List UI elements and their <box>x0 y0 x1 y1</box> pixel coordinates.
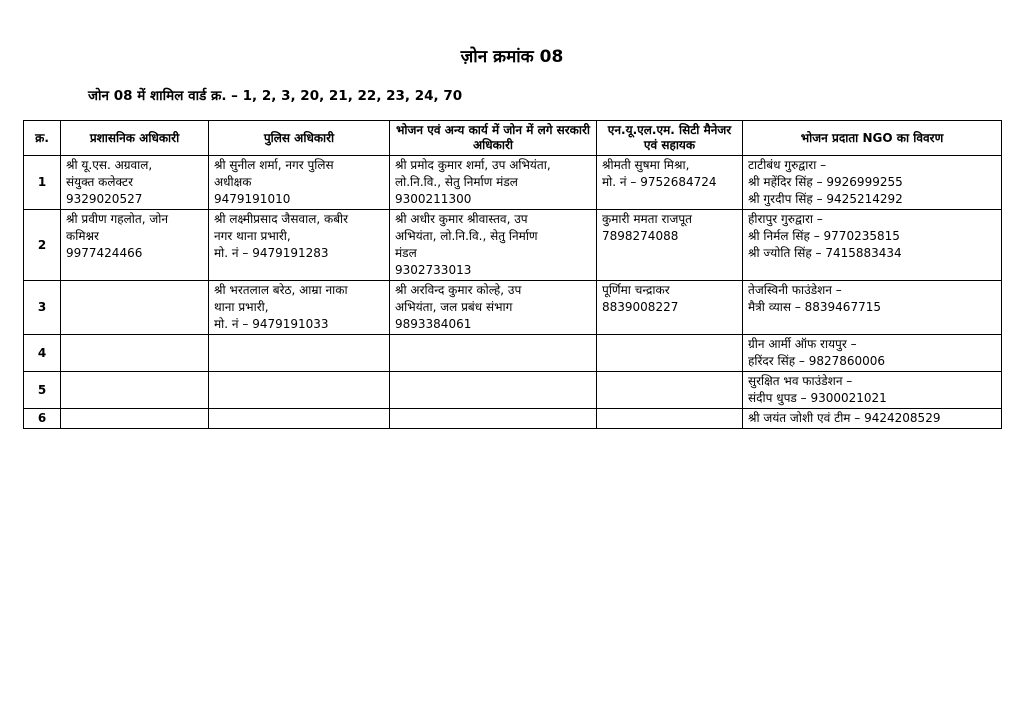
header-admin-officer: प्रशासनिक अधिकारी <box>61 121 209 156</box>
table-row <box>24 210 1002 281</box>
cell-nulm <box>597 335 743 372</box>
row-serial: 2 <box>24 210 61 281</box>
row-serial: 6 <box>24 409 61 429</box>
cell-admin <box>61 281 209 335</box>
cell-line: सुरक्षित भव फाउंडेशन – <box>748 374 853 388</box>
cell-ngo <box>743 409 1002 429</box>
cell-ngo <box>743 156 1002 210</box>
cell-ngo <box>743 372 1002 409</box>
cell-line: श्री लक्ष्मीप्रसाद जैसवाल, कबीर <box>214 212 349 226</box>
row-serial: 4 <box>24 335 61 372</box>
header-ngo-details: भोजन प्रदाता NGO का विवरण <box>743 121 1002 156</box>
cell-line: लो.नि.वि., सेतु निर्माण मंडल <box>395 175 518 189</box>
cell-admin <box>61 372 209 409</box>
cell-line: श्री अरविन्द कुमार कोल्हे, उप <box>395 283 522 297</box>
cell-line: 9329020527 <box>66 192 143 206</box>
cell-line: श्री प्रमोद कुमार शर्मा, उप अभियंता, <box>395 158 551 172</box>
cell-line: 8839008227 <box>602 300 679 314</box>
header-nulm-manager: एन.यू.एल.एम. सिटी मैनेजर एवं सहायक <box>597 121 743 156</box>
cell-govt <box>390 409 597 429</box>
cell-line: पूर्णिमा चन्द्राकर <box>602 283 670 297</box>
cell-line: 9479191010 <box>214 192 291 206</box>
cell-line: 9300211300 <box>395 192 472 206</box>
cell-govt <box>390 372 597 409</box>
table-header-row <box>24 121 1002 156</box>
ward-list-line: जोन 08 में शामिल वार्ड क्र. – 1, 2, 3, 20, 21, 22, 23, 24, 70 <box>88 88 463 104</box>
cell-nulm <box>597 210 743 281</box>
cell-line: मैत्री व्यास – 8839467715 <box>748 300 881 314</box>
cell-line: श्री प्रवीण गहलोत, जोन <box>66 212 169 226</box>
cell-police <box>209 156 390 210</box>
header-govt-officer: भोजन एवं अन्य कार्य में जोन में लगे सरकारी अधिकारी <box>390 121 597 156</box>
cell-govt <box>390 281 597 335</box>
cell-line: 9893384061 <box>395 317 472 331</box>
cell-line: मंडल <box>395 246 417 260</box>
table-row <box>24 156 1002 210</box>
cell-nulm <box>597 372 743 409</box>
page-title: ज़ोन क्रमांक 08 <box>460 47 564 67</box>
cell-admin <box>61 335 209 372</box>
cell-line: अभियंता, लो.नि.वि., सेतु निर्माण <box>395 229 538 243</box>
cell-line: हीरापुर गुरुद्वारा – <box>748 212 823 226</box>
cell-line: नगर थाना प्रभारी, <box>214 229 291 243</box>
cell-nulm <box>597 156 743 210</box>
cell-police <box>209 335 390 372</box>
row-serial: 5 <box>24 372 61 409</box>
cell-govt <box>390 156 597 210</box>
cell-line: 7898274088 <box>602 229 679 243</box>
header-serial: क्र. <box>24 121 61 156</box>
cell-line: ग्रीन आर्मी ऑफ रायपुर – <box>748 337 857 351</box>
cell-line: अभियंता, जल प्रबंध संभाग <box>395 300 513 314</box>
cell-admin <box>61 409 209 429</box>
cell-line: संयुक्त कलेक्टर <box>66 175 134 189</box>
cell-line: अधीक्षक <box>214 175 252 189</box>
cell-line: कमिश्नर <box>66 229 99 243</box>
cell-admin <box>61 210 209 281</box>
zone-officers-table <box>23 120 1002 429</box>
table-row <box>24 335 1002 372</box>
cell-line: श्री भरतलाल बरेठ, आम्रा नाका <box>214 283 348 297</box>
cell-line: टाटीबंध गुरुद्वारा – <box>748 158 827 172</box>
cell-govt <box>390 335 597 372</box>
cell-police <box>209 409 390 429</box>
cell-ngo <box>743 281 1002 335</box>
cell-line: हरिंदर सिंह – 9827860006 <box>748 354 886 368</box>
cell-line: श्री यू.एस. अग्रवाल, <box>66 158 153 172</box>
cell-line: कुमारी ममता राजपूत <box>602 212 693 226</box>
header-police-officer: पुलिस अधिकारी <box>209 121 390 156</box>
cell-line: मो. नं – 9752684724 <box>602 175 717 189</box>
row-serial: 1 <box>24 156 61 210</box>
cell-admin <box>61 156 209 210</box>
cell-line: श्री महेंदिर सिंह – 9926999255 <box>748 175 903 189</box>
cell-line: मो. नं – 9479191283 <box>214 246 329 260</box>
cell-line: श्री गुरदीप सिंह – 9425214292 <box>748 192 903 206</box>
cell-line: 9302733013 <box>395 263 472 277</box>
cell-line: संदीप धुपड – 9300021021 <box>748 391 887 405</box>
cell-line: थाना प्रभारी, <box>214 300 269 314</box>
table-row <box>24 409 1002 429</box>
cell-govt <box>390 210 597 281</box>
row-serial: 3 <box>24 281 61 335</box>
cell-line: श्री ज्योति सिंह – 7415883434 <box>748 246 902 260</box>
cell-line: तेजस्विनी फाउंडेशन – <box>748 283 842 297</box>
cell-ngo <box>743 210 1002 281</box>
cell-nulm <box>597 409 743 429</box>
cell-ngo <box>743 335 1002 372</box>
cell-police <box>209 372 390 409</box>
cell-line: श्री निर्मल सिंह – 9770235815 <box>748 229 900 243</box>
cell-police <box>209 281 390 335</box>
cell-line: श्रीमती सुषमा मिश्रा, <box>602 158 690 172</box>
table-row <box>24 372 1002 409</box>
cell-line: श्री अधीर कुमार श्रीवास्तव, उप <box>395 212 528 226</box>
cell-nulm <box>597 281 743 335</box>
cell-line: मो. नं – 9479191033 <box>214 317 329 331</box>
cell-line: 9977424466 <box>66 246 143 260</box>
cell-police <box>209 210 390 281</box>
table-row <box>24 281 1002 335</box>
cell-line: श्री सुनील शर्मा, नगर पुलिस <box>214 158 334 172</box>
cell-line: श्री जयंत जोशी एवं टीम – 9424208529 <box>748 411 941 425</box>
